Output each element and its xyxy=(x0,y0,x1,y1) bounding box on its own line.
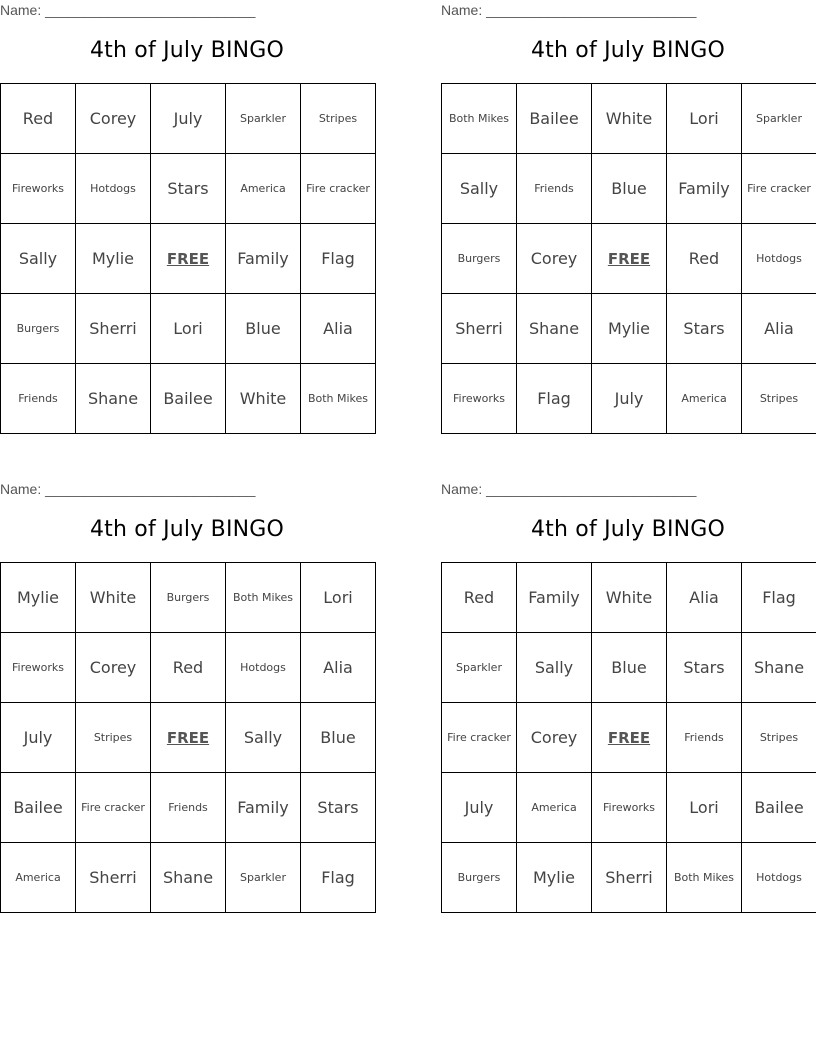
bingo-cell: Stripes xyxy=(301,84,376,154)
bingo-card-3 xyxy=(0,479,376,919)
bingo-cell: Shane xyxy=(742,633,816,703)
bingo-row xyxy=(442,563,816,633)
bingo-row xyxy=(1,294,376,364)
bingo-row xyxy=(442,364,816,434)
bingo-cell: Bailee xyxy=(151,364,226,434)
bingo-cell: Sherri xyxy=(442,294,517,364)
bingo-cell: Sherri xyxy=(592,843,667,913)
bingo-cell: Burgers xyxy=(151,563,226,633)
bingo-cell: Flag xyxy=(301,224,376,294)
free-space: FREE xyxy=(592,703,667,773)
bingo-row xyxy=(1,224,376,294)
bingo-cell: July xyxy=(442,773,517,843)
bingo-cell: Fire cracker xyxy=(301,154,376,224)
bingo-cell: Sally xyxy=(1,224,76,294)
bingo-cell: Corey xyxy=(76,84,151,154)
bingo-cell: Blue xyxy=(592,633,667,703)
bingo-row xyxy=(442,633,816,703)
bingo-cell: Sherri xyxy=(76,843,151,913)
bingo-cell: Flag xyxy=(517,364,592,434)
bingo-card-4 xyxy=(441,479,816,919)
bingo-row xyxy=(1,703,376,773)
bingo-row xyxy=(442,224,816,294)
bingo-grid xyxy=(441,83,816,434)
bingo-cell: America xyxy=(1,843,76,913)
card-title: 4th of July BINGO xyxy=(89,517,285,542)
bingo-cell: Fire cracker xyxy=(76,773,151,843)
bingo-row xyxy=(442,703,816,773)
bingo-cell: Stars xyxy=(667,294,742,364)
bingo-grid xyxy=(0,83,376,434)
bingo-cell: Family xyxy=(667,154,742,224)
bingo-cell: Friends xyxy=(151,773,226,843)
bingo-cell: Fireworks xyxy=(442,364,517,434)
bingo-cell: Lori xyxy=(667,84,742,154)
bingo-cell: Hotdogs xyxy=(742,224,816,294)
bingo-cell: Red xyxy=(442,563,517,633)
bingo-cell: Family xyxy=(226,224,301,294)
bingo-row xyxy=(1,843,376,913)
name-field: Name: ___________________________ xyxy=(0,481,256,497)
bingo-cell: Sherri xyxy=(76,294,151,364)
bingo-cell: Stars xyxy=(667,633,742,703)
bingo-cell: Fire cracker xyxy=(742,154,816,224)
bingo-cell: Family xyxy=(226,773,301,843)
bingo-cell: Mylie xyxy=(592,294,667,364)
bingo-row xyxy=(1,364,376,434)
bingo-cell: Mylie xyxy=(1,563,76,633)
bingo-cell: Blue xyxy=(592,154,667,224)
bingo-cell: Sparkler xyxy=(742,84,816,154)
bingo-cell: Hotdogs xyxy=(742,843,816,913)
bingo-row xyxy=(442,154,816,224)
bingo-cell: Shane xyxy=(151,843,226,913)
bingo-cell: Fireworks xyxy=(592,773,667,843)
bingo-card-1 xyxy=(0,0,376,440)
bingo-cell: Fireworks xyxy=(1,154,76,224)
bingo-cell: White xyxy=(226,364,301,434)
bingo-cell: Both Mikes xyxy=(667,843,742,913)
bingo-cell: Alia xyxy=(301,294,376,364)
bingo-cell: Shane xyxy=(76,364,151,434)
bingo-cell: White xyxy=(592,563,667,633)
bingo-cell: Stripes xyxy=(742,703,816,773)
bingo-cell: Lori xyxy=(667,773,742,843)
card-title: 4th of July BINGO xyxy=(89,38,285,63)
bingo-cell: Friends xyxy=(667,703,742,773)
bingo-cell: Hotdogs xyxy=(226,633,301,703)
bingo-cell: Alia xyxy=(742,294,816,364)
bingo-cell: America xyxy=(226,154,301,224)
bingo-row xyxy=(442,294,816,364)
bingo-cell: Family xyxy=(517,563,592,633)
bingo-cell: Mylie xyxy=(517,843,592,913)
bingo-cell: America xyxy=(667,364,742,434)
bingo-cell: Shane xyxy=(517,294,592,364)
bingo-cell: Fire cracker xyxy=(442,703,517,773)
bingo-cell: Corey xyxy=(517,224,592,294)
bingo-cell: July xyxy=(151,84,226,154)
bingo-cell: White xyxy=(76,563,151,633)
bingo-cell: Sparkler xyxy=(226,843,301,913)
name-field: Name: ___________________________ xyxy=(0,2,256,18)
bingo-row xyxy=(1,563,376,633)
bingo-grid xyxy=(0,562,376,913)
bingo-cell: Bailee xyxy=(517,84,592,154)
bingo-cell: Lori xyxy=(301,563,376,633)
card-title: 4th of July BINGO xyxy=(530,38,726,63)
bingo-cell: Burgers xyxy=(442,843,517,913)
bingo-cell: Red xyxy=(667,224,742,294)
bingo-row xyxy=(442,773,816,843)
bingo-cell: Corey xyxy=(517,703,592,773)
bingo-row xyxy=(1,154,376,224)
bingo-cell: Both Mikes xyxy=(442,84,517,154)
bingo-cell: Friends xyxy=(517,154,592,224)
bingo-card-2 xyxy=(441,0,816,440)
bingo-cell: Burgers xyxy=(442,224,517,294)
bingo-cell: America xyxy=(517,773,592,843)
bingo-cell: White xyxy=(592,84,667,154)
bingo-cell: Alia xyxy=(667,563,742,633)
bingo-cell: Friends xyxy=(1,364,76,434)
bingo-grid xyxy=(441,562,816,913)
free-space: FREE xyxy=(592,224,667,294)
bingo-cell: Stripes xyxy=(76,703,151,773)
bingo-cell: Sally xyxy=(442,154,517,224)
bingo-cell: Red xyxy=(1,84,76,154)
name-field: Name: ___________________________ xyxy=(441,481,697,497)
bingo-cell: Sparkler xyxy=(226,84,301,154)
bingo-cell: Fireworks xyxy=(1,633,76,703)
bingo-cell: Blue xyxy=(226,294,301,364)
bingo-row xyxy=(442,843,816,913)
bingo-row xyxy=(1,633,376,703)
bingo-row xyxy=(1,84,376,154)
bingo-cell: Stars xyxy=(151,154,226,224)
bingo-cell: Corey xyxy=(76,633,151,703)
bingo-cell: July xyxy=(592,364,667,434)
free-space: FREE xyxy=(151,703,226,773)
bingo-cell: Sally xyxy=(226,703,301,773)
bingo-cell: Burgers xyxy=(1,294,76,364)
bingo-cell: Flag xyxy=(742,563,816,633)
bingo-cell: Stars xyxy=(301,773,376,843)
bingo-cell: Bailee xyxy=(742,773,816,843)
bingo-cell: July xyxy=(1,703,76,773)
bingo-cell: Bailee xyxy=(1,773,76,843)
bingo-cell: Flag xyxy=(301,843,376,913)
bingo-cell: Both Mikes xyxy=(226,563,301,633)
bingo-cell: Stripes xyxy=(742,364,816,434)
bingo-cell: Lori xyxy=(151,294,226,364)
bingo-cell: Sparkler xyxy=(442,633,517,703)
bingo-cell: Hotdogs xyxy=(76,154,151,224)
bingo-row xyxy=(1,773,376,843)
bingo-cell: Sally xyxy=(517,633,592,703)
bingo-cell: Mylie xyxy=(76,224,151,294)
name-field: Name: ___________________________ xyxy=(441,2,697,18)
bingo-cell: Alia xyxy=(301,633,376,703)
bingo-cell: Red xyxy=(151,633,226,703)
card-title: 4th of July BINGO xyxy=(530,517,726,542)
free-space: FREE xyxy=(151,224,226,294)
bingo-row xyxy=(442,84,816,154)
bingo-cell: Blue xyxy=(301,703,376,773)
bingo-cell: Both Mikes xyxy=(301,364,376,434)
